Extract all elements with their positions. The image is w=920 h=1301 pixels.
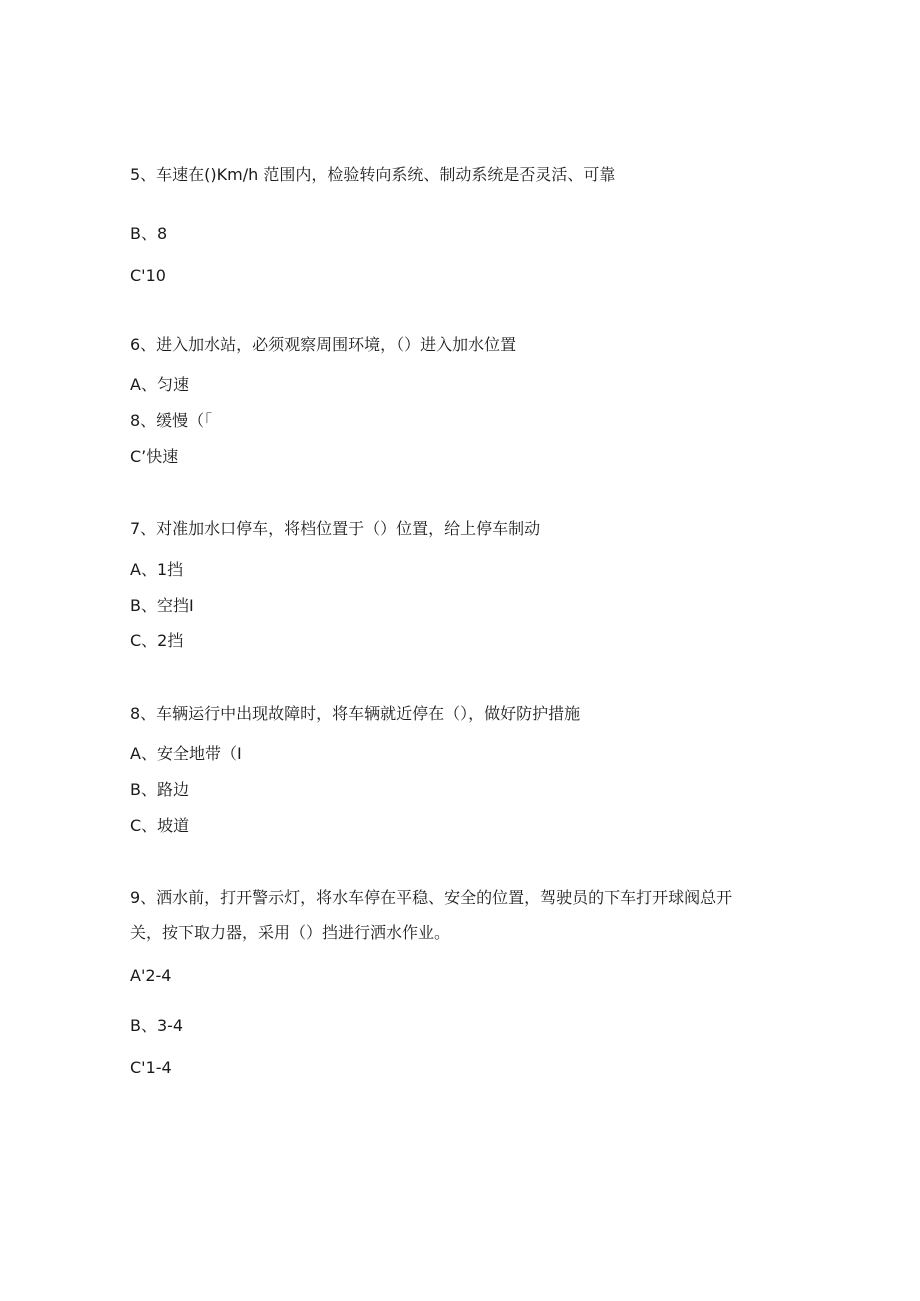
question-6-stem: 6、进入加水站，必须观察周围环境，（）进入加水位置 xyxy=(130,335,517,354)
question-7-option-a: A、1挡 xyxy=(130,560,184,579)
question-9-option-b: B、3-4 xyxy=(130,1016,184,1035)
question-8-option-b: B、路边 xyxy=(130,780,189,799)
question-5-option-c: C'10 xyxy=(130,266,166,285)
question-7-stem: 7、对准加水口停车，将档位置于（）位置，给上停车制动 xyxy=(130,519,541,538)
question-5-stem: 5、车速在()Km/h 范围内，检验转向系统、制动系统是否灵活、可靠 xyxy=(130,165,616,184)
question-8-option-a: A、安全地带（I xyxy=(130,744,242,763)
question-9-stem-line-1: 9、洒水前，打开警示灯，将水车停在平稳、安全的位置，驾驶员的下车打开球阀总开 xyxy=(130,888,733,907)
question-9-option-a: A'2-4 xyxy=(130,966,172,985)
question-6-option-b: 8、缓慢（「 xyxy=(130,411,213,430)
question-8-stem: 8、车辆运行中出现故障时，将车辆就近停在（），做好防护措施 xyxy=(130,704,581,723)
question-7-option-b: B、空挡I xyxy=(130,596,194,615)
question-5-option-b: B、8 xyxy=(130,224,168,243)
question-9-option-c: C'1-4 xyxy=(130,1058,172,1077)
question-6-option-a: A、匀速 xyxy=(130,375,189,394)
question-6-option-c: C’快速 xyxy=(130,447,179,466)
question-9-stem-line-2: 关，按下取力器，采用（）挡进行洒水作业。 xyxy=(130,923,451,942)
question-8-option-c: C、坡道 xyxy=(130,816,190,835)
question-7-option-c: C、2挡 xyxy=(130,631,184,650)
